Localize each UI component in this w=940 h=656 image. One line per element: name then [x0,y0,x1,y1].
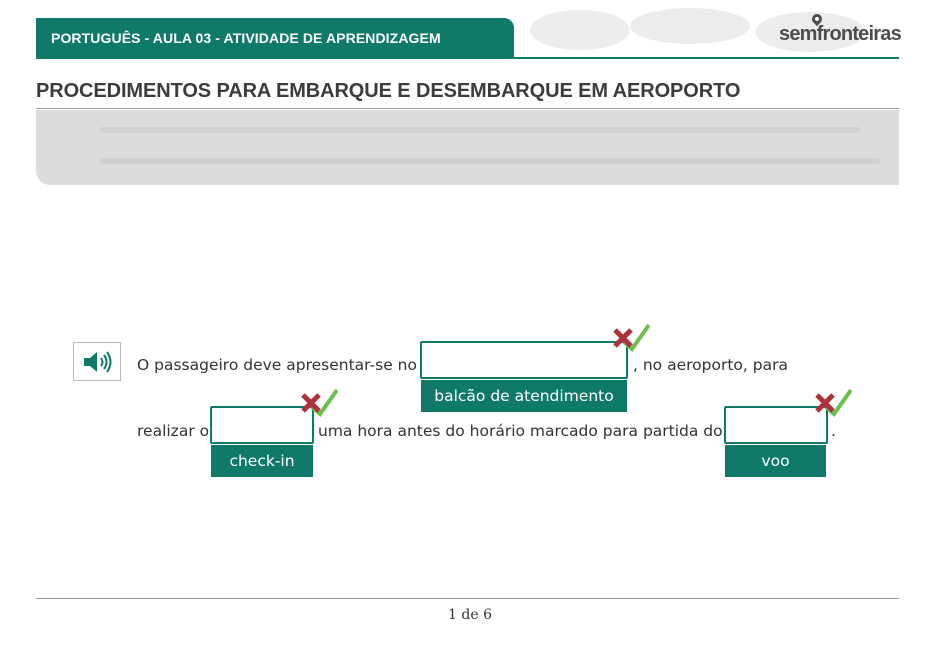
semfronteiras-logo [779,16,901,48]
header-divider [36,57,899,59]
sentence-text-1a: O passageiro deve apresentar-se no [137,356,417,374]
page-indicator: 1 de 6 [448,607,492,623]
logo-text-sem: sem [779,23,817,45]
course-title-banner [36,18,514,58]
instruction-box [36,110,899,185]
sentence-text-1b: , no aeroporto, para [633,356,788,374]
answer-chip-3[interactable]: voo [725,445,826,477]
answer-chip-2[interactable]: check-in [211,445,313,477]
course-title: PORTUGUÊS - AULA 03 - ATIVIDADE DE APRENDIZAGEM [51,30,441,46]
blank-input-1[interactable] [420,341,628,379]
answer-mark-1 [610,320,650,352]
sentence-text-2b: uma hora antes do horário marcado para partida do [318,422,723,440]
speaker-icon [82,350,114,374]
sentence-text-2c: . [831,422,836,440]
sentence-text-2a: realizar o [137,422,210,440]
answer-mark-2 [298,385,338,417]
answer-chip-1[interactable]: balcão de atendimento [421,380,627,412]
footer-divider [36,598,899,599]
logo-text-fronteiras: fronteiras [816,23,901,45]
audio-button[interactable] [73,342,121,381]
answer-mark-3 [812,385,852,417]
title-divider [36,108,899,109]
page-title: PROCEDIMENTOS PARA EMBARQUE E DESEMBARQUE EM AEROPORTO [36,80,741,102]
instruction-text-faded [100,158,880,164]
instruction-text-faded [100,127,860,133]
